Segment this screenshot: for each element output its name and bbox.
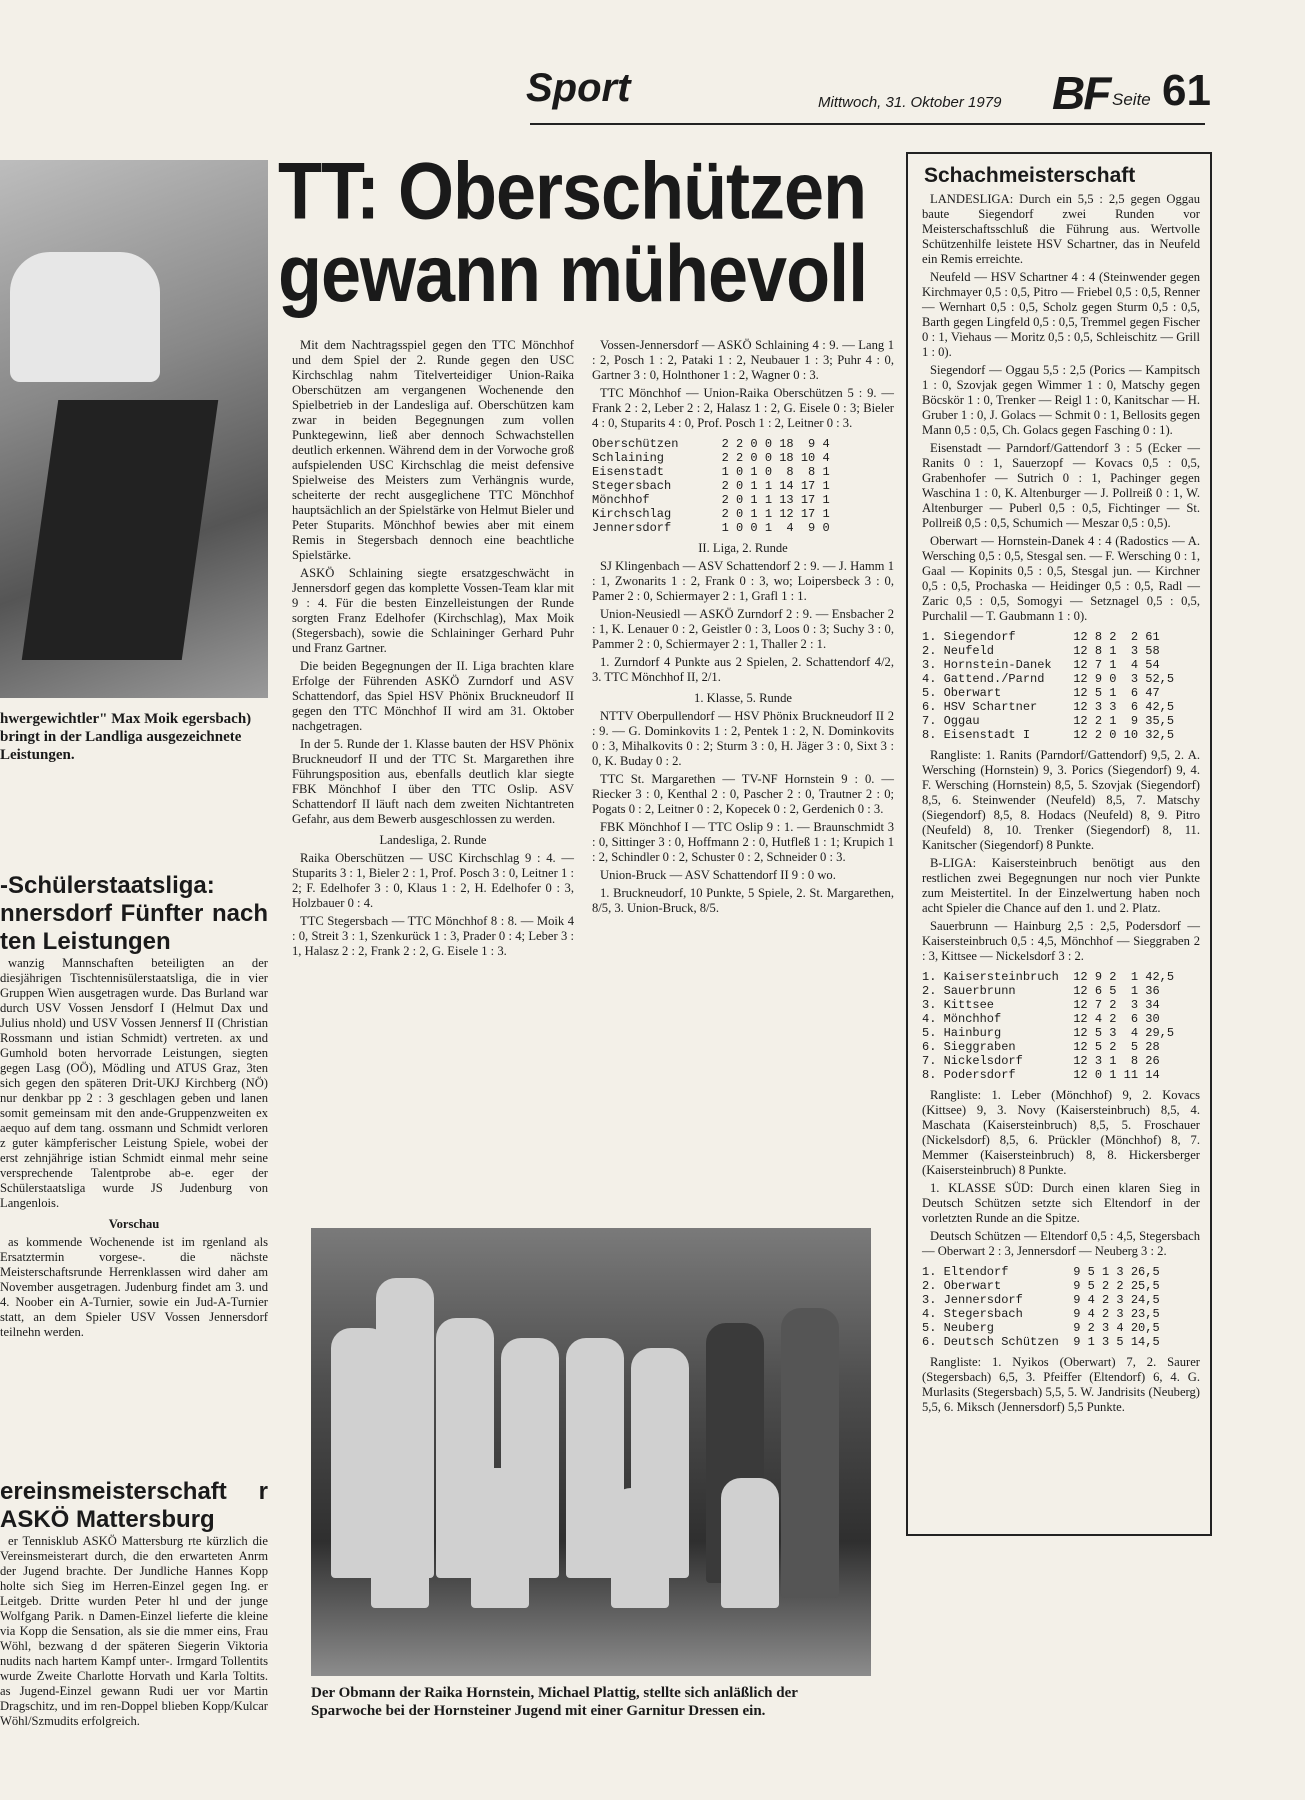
chess-paragraph: Rangliste: 1. Leber (Mönchhof) 9, 2. Kovacs (Kittsee) 9, 3. Novy (Kaisersteinbruch) 8,5, 4. Maschata (Kaisersteinbruch) 8,5, 5. Froschauer (Nickelsdorf) 8,5, 6. Prückler (Mönchhof) 8, 7. Memmer (Kaisersteinbruch) 8, 8. Hickersberger (Kaisersteinbruch) 8 Punkte. bbox=[922, 1088, 1200, 1177]
chess-paragraph: Eisenstadt — Parndorf/Gattendorf 3 : 5 (Ecker — Ranits 0 : 1, Sauerzopf — Kovacs 0,5 : 0,5, Grabenhofer — Sutrich 0 : 1, Pachinger gegen Waschina 1 : 0, K. Altenburger — J. Pollreiß 0 : 1, W. Altenburger — Puberl 0,5 : 0,5, Fichtinger — St. Pollreiß 0,5 : 0,5, Schumich — Meszar 0,5 : 0,5). bbox=[922, 441, 1200, 530]
chess-paragraph: B-LIGA: Kaisersteinbruch benötigt aus den restlichen zwei Begegnungen nur noch vier Punkte zum Meistertitel. In der Einzelwertung haben noch acht Spieler die Chance auf den 1. und 2. Platz. bbox=[922, 856, 1200, 915]
section-heading: ereinsmeisterschaft r ASKÖ Mattersburg bbox=[0, 1478, 268, 1533]
chess-box bbox=[906, 152, 1212, 1536]
article-paragraph: wanzig Mannschaften beteiligten an der diesjährigen Tischtennisülerstaatsliga, die in vier Gruppen Wien ausgetragen wurde. Das Burland war durch USV Vossen Jensdorf I (Helmut Dax und Julius nhold) und USV Vossen Jennersf II (Christian Rossmann und istian Schmidt) vertreten. ax und Gumhold boten hervorrade Leistungen, siegten gegen Lasg (OÖ), Mödling und ATUS Graz, 3ten sich gegen den späteren Drit-UKJ Kirchberg (NÖ) nur denkbar pp 2 : 3 geschlagen geben und lanen somit gemeinsam mit den ande-Gruppenzweiten ex aequo auf dem tang. ossmann und Schmidt verloren z guter kämpferischer Leistung Spiele, wobei der erst zehnjährige istian Schmidt einmal mehr seine versprechende Talentprobe ab-e. eger der Schülerstaatsliga wurde JS Judenburg von Langenlois. bbox=[0, 956, 268, 1210]
chess-paragraph: Sauerbrunn — Hainburg 2,5 : 2,5, Podersdorf — Kaisersteinbruch 0,5 : 4,5, Mönchhof — Sieggraben 2 : 3, Kittsee — Nickelsdorf 3 : 2. bbox=[922, 919, 1200, 963]
chess-paragraph: 1. KLASSE SÜD: Durch einen klaren Sieg in Deutsch Schützen setzte sich Eltendorf in der vorletzten Runde an die Spitze. bbox=[922, 1181, 1200, 1225]
article-paragraph: er Tennisklub ASKÖ Mattersburg rte kürzlich die Vereinsmeisterart durch, die den erwarteten Anrm der Jugend brachte. Der Jundliche Hannes Kopp holte sich Sieg im Herren-Einzel gegen Ing. er Leitgeb. Dritte wurden Peter hl und der junge Wolfgang Parik. n Damen-Einzel lieferte die kleine via Kopp die Sensation, als sie die mmer eins, Frau Wöhl, bezwang d der späteren Siegerin Viktoria nudits nach hartem Kampf unter-. Irmgard Tollentits wurde Zweite Charlotte Horvath und Karla Toltits. as Jugend-Einzel gewann Rudi uer vor Martin Dragschitz, und im ren-Doppel blieben Kopp/Kulcar Wöhl/Szmudits erfolgreich. bbox=[0, 1534, 268, 1728]
team-member-shape bbox=[471, 1468, 529, 1608]
article-paragraph: Die beiden Begegnungen der II. Liga brachten klare Erfolge der Führenden ASKÖ Zurndorf und ASV Schattendorf, das Spiel HSV Phönix Bruckneudorf II gegen den TTC Mönchhof II wird am 31. Oktober nachgetragen. bbox=[292, 659, 574, 733]
result-paragraph: FBK Mönchhof I — TTC Oslip 9 : 1. — Braunschmidt 3 : 0, Sittinger 3 : 0, Hoffmann 2 : 0, Hutfleß 1 : 1; Krupich 1 : 2, Schindler 0 : 2, Schuster 0 : 2, Schneider 0 : 3. bbox=[592, 820, 894, 864]
chess-standings-landesliga: 1. Siegendorf 12 8 2 2 61 2. Neufeld 12 8 1 3 58 3. Hornstein-Danek 12 7 1 4 54 4. Gattend./Parnd 12 9 0 3 52,5 5. Oberwart 12 5 1 6 47 6. HSV Schartner 12 3 3 6 42,5 7. Oggau 12 2 1 9 35,5 8. Eisenstadt I 12 2 0 10 32,5 bbox=[922, 630, 1175, 742]
page-number: 61 bbox=[1162, 66, 1211, 115]
result-paragraph: 1. Bruckneudorf, 10 Punkte, 5 Spiele, 2. St. Margarethen, 8/5, 3. Union-Bruck, 8/5. bbox=[592, 886, 894, 915]
left-column-top bbox=[0, 872, 268, 1343]
result-paragraph: 1. Zurndorf 4 Punkte aus 2 Spielen, 2. Schattendorf 4/2, 3. TTC Mönchhof II, 2/1. bbox=[592, 655, 894, 684]
result-paragraph: Union-Bruck — ASV Schattendorf II 9 : 0 wo. bbox=[600, 868, 836, 882]
subheading: 1. Klasse, 5. Runde bbox=[694, 691, 792, 705]
chess-paragraph: Oberwart — Hornstein-Danek 4 : 4 (Radostics — A. Wersching 0,5 : 0,5, Stesgal sen. — F. Wersching 0 : 1, Gaal — Kopinits 0,5 : 0,5, Stesgal jun. — Kirchner 0,5 : 0,5, Prochaska — Heidinger 0,5 : 0,5, Radl — Zaric 0,5 : 0,5, Somogyi — Setznagel 0,5 : 0,5, Purchalil — T. Gaubmann 1 : 0). bbox=[922, 534, 1200, 623]
team-member-shape bbox=[721, 1478, 779, 1608]
chess-title: Schachmeisterschaft bbox=[924, 164, 1136, 187]
issue-date: Mittwoch, 31. Oktober 1979 bbox=[818, 94, 1002, 111]
section-heading: -Schülerstaatsliga: nnersdorf Fünfter nach ten Leistungen bbox=[0, 872, 268, 955]
team-member-shape bbox=[611, 1488, 669, 1608]
header-rule bbox=[530, 123, 1205, 125]
player-photo bbox=[0, 160, 268, 698]
article-paragraph: ASKÖ Schlaining siegte ersatzgeschwächt in Jennersdorf gegen das komplette Vossen-Team klar mit 9 : 4. Für die besten Einzelleistungen der Runde sorgten Franz Edelhofer (Kirchschlag), Max Moik (Stegersbach), sowie die Schlaininger Gerhard Puhr und Franz Gartner. bbox=[292, 566, 574, 655]
chess-paragraph: Rangliste: 1. Ranits (Parndorf/Gattendorf) 9,5, 2. A. Wersching (Hornstein) 9, 3. Porics (Siegendorf) 9, 4. F. Wersching (Hornstein) 8,5, 5. Szovjak (Siegendorf) 8,5, 6. Steinwender (Neufeld) 8,5, 7. Matschy (Siegendorf) 8,5, 8. Hodacs (Neufeld) 8, 9. Pitro (Neufeld) 8, 10. Trenker (Siegendorf) 8, 11. Kanitscher (Siegendorf) 8 Punkte. bbox=[922, 748, 1200, 852]
article-column-1 bbox=[292, 338, 574, 962]
team-member-shape bbox=[371, 1478, 429, 1608]
subheading: II. Liga, 2. Runde bbox=[698, 541, 788, 555]
player-photo-caption: hwergewichtler" Max Moik egersbach) bringt in der Landliga ausgezeichnete Leistungen. bbox=[0, 711, 252, 763]
result-paragraph: Union-Neusiedl — ASKÖ Zurndorf 2 : 9. — Ensbacher 2 : 1, K. Lenauer 0 : 2, Geistler 0 : 3, Loos 0 : 3; Suchy 3 : 0, Pammer 2 : 0, Schiermayer 2 : 1, Thaller 2 : 1. bbox=[592, 607, 894, 651]
chess-standings-b-liga: 1. Kaisersteinbruch 12 9 2 1 42,5 2. Sauerbrunn 12 6 5 1 36 3. Kittsee 12 7 2 3 34 4. Mönchhof 12 4 2 6 30 5. Hainburg 12 5 3 4 29,5 6. Sieggraben 12 5 2 5 28 7. Nickelsdorf 12 3 1 8 26 8. Podersdorf 12 0 1 11 14 bbox=[922, 970, 1175, 1082]
article-column-2 bbox=[592, 338, 894, 919]
page-label: Seite bbox=[1112, 90, 1151, 109]
chess-paragraph: Deutsch Schützen — Eltendorf 0,5 : 4,5, Stegersbach — Oberwart 2 : 3, Jennersdorf — Neuberg 3 : 2. bbox=[922, 1229, 1200, 1258]
result-paragraph: SJ Klingenbach — ASV Schattendorf 2 : 9. — J. Hamm 1 : 1, Zwonarits 1 : 2, Frank 0 : 3, wo; Loipersbeck 3 : 0, Pamer 2 : 0, Schiermayer 2 : 1, Grafl 1 : 1. bbox=[592, 559, 894, 603]
article-paragraph: as kommende Wochenende ist im rgenland als Ersatztermin vorgese-. die nächste Meisterschaftsrunde Herrenklassen wird daher am November ausgetragen. Judenburg findet am 3. und 4. Noober ein A-Turnier, sowie ein Jud-A-Turnier statt, an dem Spieler USV Vossen Jennersdorf teilnehn werden. bbox=[0, 1235, 268, 1339]
result-paragraph: TTC St. Margarethen — TV-NF Hornstein 9 : 0. — Riecker 3 : 0, Kenthal 2 : 0, Pascher 2 : 0, Trautner 2 : 0; Pogats 0 : 2, Leitner 0 : 2, Kopecek 0 : 2, Gerdenich 0 : 3. bbox=[592, 772, 894, 816]
result-paragraph: TTC Mönchhof — Union-Raika Oberschützen 5 : 9. — Frank 2 : 2, Leber 2 : 2, Halasz 1 : 2, G. Eisele 0 : 3; Bieler 4 : 0, Stuparits 4 : 0, Prof. Posch 1 : 2, Leitner 0 : 3. bbox=[592, 386, 894, 430]
left-column-bottom bbox=[0, 1478, 268, 1732]
chess-standings-klasse-sued: 1. Eltendorf 9 5 1 3 26,5 2. Oberwart 9 5 2 2 25,5 3. Jennersdorf 9 4 2 3 24,5 4. Stegersbach 9 4 2 3 23,5 5. Neuberg 9 2 3 4 20,5 6. Deutsch Schützen 9 1 3 5 14,5 bbox=[922, 1265, 1160, 1349]
chess-paragraph: Rangliste: 1. Nyikos (Oberwart) 7, 2. Saurer (Stegersbach) 6,5, 3. Pfeiffer (Eltendorf) 6, 4. G. Murlasits (Stegersbach) 5,5, 5. W. Jandrisits (Neuberg) 5,5, 6. Miksch (Jennersdorf) 5,5 Punkte. bbox=[922, 1355, 1200, 1414]
result-paragraph: TTC Stegersbach — TTC Mönchhof 8 : 8. — Moik 4 : 0, Streit 3 : 1, Szenkurück 1 : 3, Prader 0 : 4; Leber 3 : 1, Halasz 2 : 2, Frank 2 : 2, G. Eisele 1 : 3. bbox=[292, 914, 574, 958]
player-shirt-shape bbox=[10, 252, 160, 382]
article-paragraph: Mit dem Nachtragsspiel gegen den TTC Mönchhof und dem Spiel der 2. Runde gegen den USC Kirchschlag nahm Titelverteidiger Union-Raika Oberschützen am vergangenen Wochenende den Spielbetrieb in der Landesliga auf. Oberschützen kam zwar in beiden Begegnungen zum vollen Punktegewinn, ließ aber dennoch Schwachstellen deutlich erkennen. Während dem in der Vorwoche groß aufspielenden USC Kirchschlag die meist defensive Spielweise des Meisters zum Verhängnis wurde, scheiterte der recht ausgeglichene TTC Mönchhof hauptsächlich an der Spielstärke von Helmut Bieler und Peter Stuparits. Mönchhof bewies aber mit einem Remis in Stegersbach dennoch eine beachtliche Spielstärke. bbox=[292, 338, 574, 562]
standings-table: Oberschützen 2 2 0 0 18 9 4 Schlaining 2 2 0 0 18 10 4 Eisenstadt 1 0 1 0 8 8 1 Stegersbach 2 0 1 1 14 17 1 Mönchhof 2 0 1 1 13 17 1 Kirchschlag 2 0 1 1 12 17 1 Jennersdorf 1 0 0 1 4 9 0 bbox=[592, 437, 830, 535]
player-pants-shape bbox=[22, 400, 219, 660]
subheading: Landesliga, 2. Runde bbox=[379, 833, 487, 847]
newspaper-logo: BF bbox=[1052, 67, 1110, 119]
subheading: Vorschau bbox=[108, 1217, 160, 1231]
team-member-shape bbox=[781, 1308, 839, 1598]
chess-content bbox=[908, 192, 1210, 1415]
section-title: Sport bbox=[526, 66, 631, 110]
chess-paragraph: Siegendorf — Oggau 5,5 : 2,5 (Porics — Kampitsch 1 : 0, Szovjak gegen Wimmer 1 : 0, Matschy gegen Böcskör 1 : 0, Trenker — Reigl 1 : 0, Kanitschar — H. Gruber 1 : 0, J. Golacs — Schmit 0 : 1, Bellosits gegen Mann 0,5 : 0,5, Ch. Golacs gegen Fasching 0 : 1). bbox=[922, 363, 1200, 437]
team-photo-caption: Der Obmann der Raika Hornstein, Michael Plattig, stellte sich anläßlich der Sparwoche bei der Hornsteiner Jugend mit einer Garnitur Dressen ein. bbox=[311, 1685, 798, 1719]
article-headline: TT: Oberschützen gewann mühevoll bbox=[278, 146, 868, 320]
result-paragraph: Raika Oberschützen — USC Kirchschlag 9 : 4. — Stuparits 3 : 1, Bieler 2 : 1, Prof. Posch 3 : 0, Leitner 1 : 2; F. Edelhofer 3 : 0, Klaus 1 : 2, H. Edelhofer 0 : 3, Holzbauer 0 : 4. bbox=[292, 851, 574, 910]
article-paragraph: In der 5. Runde der 1. Klasse bauten der HSV Phönix Bruckneudorf II und der TTC St. Margarethen ihre Führungsposition aus, ebenfalls deutlich klar siegte FBK Mönchhof I über den TTC Oslip. ASV Schattendorf II läuft nach dem zweiten Nichtantreten Gefahr, aus dem Bewerb ausgeschlossen zu werden. bbox=[292, 737, 574, 826]
team-photo bbox=[311, 1228, 871, 1676]
result-paragraph: NTTV Oberpullendorf — HSV Phönix Bruckneudorf II 2 : 9. — G. Dominkovits 1 : 2, Pentek 1 : 2, N. Dominkovits 0 : 3, Mihalkovits 0 : 2; Sturm 3 : 0, H. Jäger 3 : 0, Sixt 3 : 0, K. Buday 0 : 2. bbox=[592, 709, 894, 768]
result-paragraph: Vossen-Jennersdorf — ASKÖ Schlaining 4 : 9. — Lang 1 : 2, Posch 1 : 2, Pataki 1 : 2, Neubauer 1 : 3; Puhr 4 : 0, Gartner 3 : 0, Holnthoner 1 : 2, Wagner 0 : 3. bbox=[592, 338, 894, 382]
chess-paragraph: LANDESLIGA: Durch ein 5,5 : 2,5 gegen Oggau baute Siegendorf zwei Runden vor Meisterschaftsschluß die Führung aus. Wertvolle Schützenhilfe leistete HSV Schartner, das in Neufeld ein Remis erreichte. bbox=[922, 192, 1200, 266]
chess-paragraph: Neufeld — HSV Schartner 4 : 4 (Steinwender gegen Kirchmayer 0,5 : 0,5, Pitro — Friebel 0,5 : 0,5, Renner — Wernhart 0,5 : 0,5, Scholz gegen Sturm 0,5 : 0,5, Barth gegen Lingfeld 0,5 : 0,5, Tremmel gegen Fischer 0 : 1, Viehaus — Moritz 0,5 : 0,5, Schleischitz — Grill 1 : 0). bbox=[922, 270, 1200, 359]
